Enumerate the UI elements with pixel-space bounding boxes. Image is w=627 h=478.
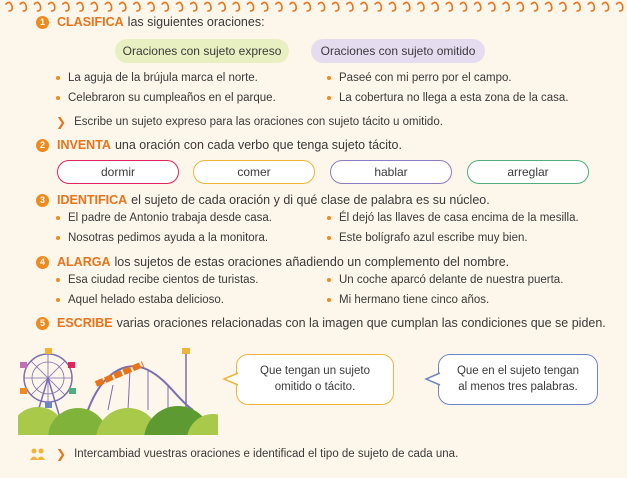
column-header-expreso: Oraciones con sujeto expreso: [115, 39, 289, 63]
spiral-loop: [20, 2, 26, 11]
exercise-keyword: IDENTIFICA: [57, 193, 128, 207]
spiral-loop: [460, 2, 466, 11]
spiral-loop: [34, 2, 40, 11]
condition-bubble-2: Que en el sujeto tengan al menos tres palabras.: [438, 354, 598, 405]
spiral-loop: [276, 2, 282, 11]
spiral-loop: [77, 2, 83, 11]
spiral-loop: [389, 2, 395, 11]
spiral-loop: [205, 2, 211, 11]
spiral-loop: [404, 2, 410, 11]
spiral-loop: [517, 2, 523, 11]
spiral-loop: [148, 2, 154, 11]
spiral-loop: [574, 2, 580, 11]
pair-work-icon: [30, 448, 46, 460]
spiral-loop: [262, 2, 268, 11]
arrow-icon: ❯: [56, 447, 67, 461]
exercise-4-header: [36, 255, 509, 269]
spiral-loop: [588, 2, 594, 11]
spiral-loop: [233, 2, 239, 11]
spiral-loop: [531, 2, 537, 11]
spiral-loop: [475, 2, 481, 11]
list-item: Él dejó las llaves de casa encima de la mesilla.: [327, 212, 579, 224]
list-item: Aquel helado estaba delicioso.: [56, 294, 224, 306]
exercise-5-header: [36, 316, 606, 330]
exercise-instruction: los sujetos de estas oraciones añadiendo un complemento del nombre.: [114, 255, 510, 269]
spiral-loop: [503, 2, 509, 11]
spiral-loop: [418, 2, 424, 11]
spiral-loop: [347, 2, 353, 11]
list-item: La aguja de la brújula marca el norte.: [56, 72, 258, 84]
footer-instruction: ❯ Intercambiad vuestras oraciones e identificad el tipo de sujeto de cada una.: [30, 447, 458, 461]
exercise-keyword: INVENTA: [57, 138, 111, 152]
exercise-instruction: las siguientes oraciones:: [127, 15, 265, 29]
verb-pill-dormir: dormir: [57, 160, 179, 184]
exercise-keyword: ESCRIBE: [57, 316, 113, 330]
exercise-2-header: [36, 138, 402, 152]
verb-pill-comer: comer: [193, 160, 315, 184]
spiral-loop: [375, 2, 381, 11]
exercise-number: 2: [36, 139, 49, 152]
list-item: Un coche aparcó delante de nuestra puerta.: [327, 274, 563, 286]
spiral-loop: [333, 2, 339, 11]
spiral-loop: [602, 2, 608, 11]
bubble-tail: [222, 372, 240, 386]
verb-pill-hablar: hablar: [330, 160, 452, 184]
condition-bubble-1: Que tengan un sujeto omitido o tácito.: [236, 354, 394, 405]
exercise-number: 5: [36, 317, 49, 330]
list-item: Mi hermano tiene cinco años.: [327, 294, 489, 306]
spiral-loop: [120, 2, 126, 11]
spiral-loop: [162, 2, 168, 11]
spiral-loop: [432, 2, 438, 11]
spiral-loop: [134, 2, 140, 11]
ferris-wheel-illustration: [18, 340, 218, 435]
verb-pill-arreglar: arreglar: [467, 160, 589, 184]
spiral-loop: [446, 2, 452, 11]
exercise-number: 3: [36, 194, 49, 207]
spiral-loop: [546, 2, 552, 11]
spiral-loop: [560, 2, 566, 11]
exercise-number: 1: [36, 16, 49, 29]
exercise-keyword: CLASIFICA: [57, 15, 124, 29]
exercise-3-header: [36, 193, 490, 207]
exercise-instruction: una oración con cada verbo que tenga sujeto tácito.: [114, 138, 402, 152]
spiral-loop: [617, 2, 623, 11]
spiral-loop: [318, 2, 324, 11]
list-item: La cobertura no llega a esta zona de la casa.: [327, 92, 569, 104]
bubble-tail: [424, 372, 442, 386]
spiral-loop: [176, 2, 182, 11]
spiral-loop: [91, 2, 97, 11]
exercise-1-header: [36, 15, 265, 29]
spiral-loop: [361, 2, 367, 11]
exercise-number: 4: [36, 256, 49, 269]
exercise-keyword: ALARGA: [57, 255, 111, 269]
spiral-loop: [63, 2, 69, 11]
list-item: Celebraron su cumpleaños en el parque.: [56, 92, 276, 104]
exercise-instruction: el sujeto de cada oración y di qué clase de palabra es su núcleo.: [131, 193, 490, 207]
spiral-binding: [0, 0, 627, 14]
list-item: Paseé con mi perro por el campo.: [327, 72, 512, 84]
column-header-omitido: Oraciones con sujeto omitido: [311, 39, 485, 63]
list-item: El padre de Antonio trabaja desde casa.: [56, 212, 272, 224]
spiral-loop: [105, 2, 111, 11]
spiral-loop: [304, 2, 310, 11]
list-item: Este bolígrafo azul escribe muy bien.: [327, 232, 528, 244]
spiral-loop: [489, 2, 495, 11]
arrow-icon: ❯: [56, 115, 67, 129]
list-item: Esa ciudad recibe cientos de turistas.: [56, 274, 259, 286]
spiral-loop: [247, 2, 253, 11]
spiral-loop: [191, 2, 197, 11]
spiral-loop: [290, 2, 296, 11]
list-item: Nosotras pedimos ayuda a la monitora.: [56, 232, 268, 244]
spiral-loop: [6, 2, 12, 11]
spiral-loop: [219, 2, 225, 11]
spiral-loop: [49, 2, 55, 11]
exercise-instruction: varias oraciones relacionadas con la imagen que cumplan las condiciones que se piden.: [116, 316, 606, 330]
sub-instruction: ❯ Escribe un sujeto expreso para las oraciones con sujeto tácito u omitido.: [56, 115, 443, 129]
